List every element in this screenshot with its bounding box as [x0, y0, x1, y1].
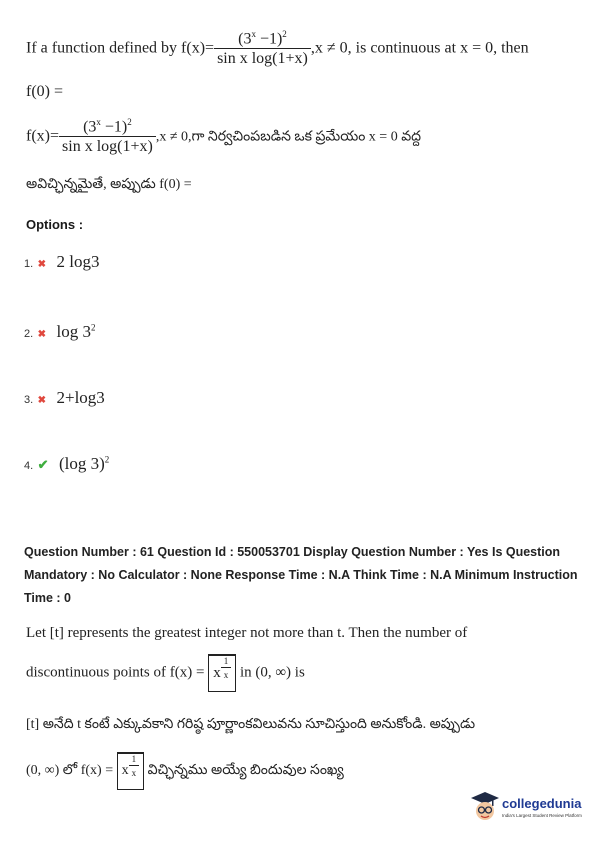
question-61-line2: discontinuous points of f(x) = x $\frac{1}{x}$ in (0, ∞) is [26, 654, 305, 692]
greatest-integer-bracket: x $\frac{1}{x}$ [208, 654, 236, 692]
question-61-meta: Question Number : 61 Question Id : 550053701 Display Question Number : Yes Is Question Mandatory : No Calculator : None Response Time : N.A Think Time : N.A Minimum Instruction Time : 0 [24, 545, 578, 605]
question-61-telugu-line2: (0, ∞) లో f(x) = x $\frac{1}{x}$ విచ్ఛిన్నము అయ్యే బిందువుల సంఖ్య [26, 752, 344, 790]
logo-tagline: India's Largest Student Review Platform [502, 813, 582, 818]
q60-f0-label: f(0) = [26, 83, 64, 100]
option-3[interactable]: 3. ✖ 2+log3 [24, 388, 105, 407]
graduate-mascot-icon [470, 790, 500, 824]
collegedunia-logo [470, 790, 580, 826]
check-icon: ✔ [37, 457, 49, 472]
option-1[interactable]: 1. ✖ 2 log3 [24, 252, 100, 271]
q60-condition: ,x ≠ 0, is continuous at x = 0, then [310, 39, 529, 57]
q60-lead: If a function defined by f(x)= [26, 39, 215, 57]
question-60-english [26, 30, 586, 67]
cross-icon: ✖ [37, 259, 47, 270]
cross-icon: ✖ [37, 395, 47, 406]
q60-telugu-line2: అవిచ్ఛిన్నమైతే, అప్పుడు f(0) = [26, 177, 192, 192]
logo-wordmark: collegedunia [502, 796, 582, 811]
q60-fraction: $\frac{(3^x -1)^2}{\text{sin x log(1+x)}}$ [214, 30, 311, 67]
option-2[interactable]: 2. ✖ $\log 3^2$ [24, 322, 96, 341]
option-4[interactable]: 4. ✔ (log 3)$^2$ [24, 454, 110, 473]
options-label: Options : [26, 217, 84, 232]
question-61-telugu-line1: [t] అనేది t కంటే ఎక్కువకాని గరిష్ఠ పూర్ణాంకవిలువను సూచిస్తుంది అనుకోండి. అప్పుడు [26, 717, 476, 732]
question-60-telugu: f(x)= $\frac{(3^x -1)^2}{\text{sin x log(1+x)}}$ ,x ≠ 0,గా నిర్వచింపబడిన ఒక ప్రమేయం x = 0 వద్ద [26, 117, 422, 156]
question-61-line1: Let [t] represents the greatest integer not more than t. Then the number of [26, 625, 468, 641]
cross-icon: ✖ [37, 329, 47, 340]
